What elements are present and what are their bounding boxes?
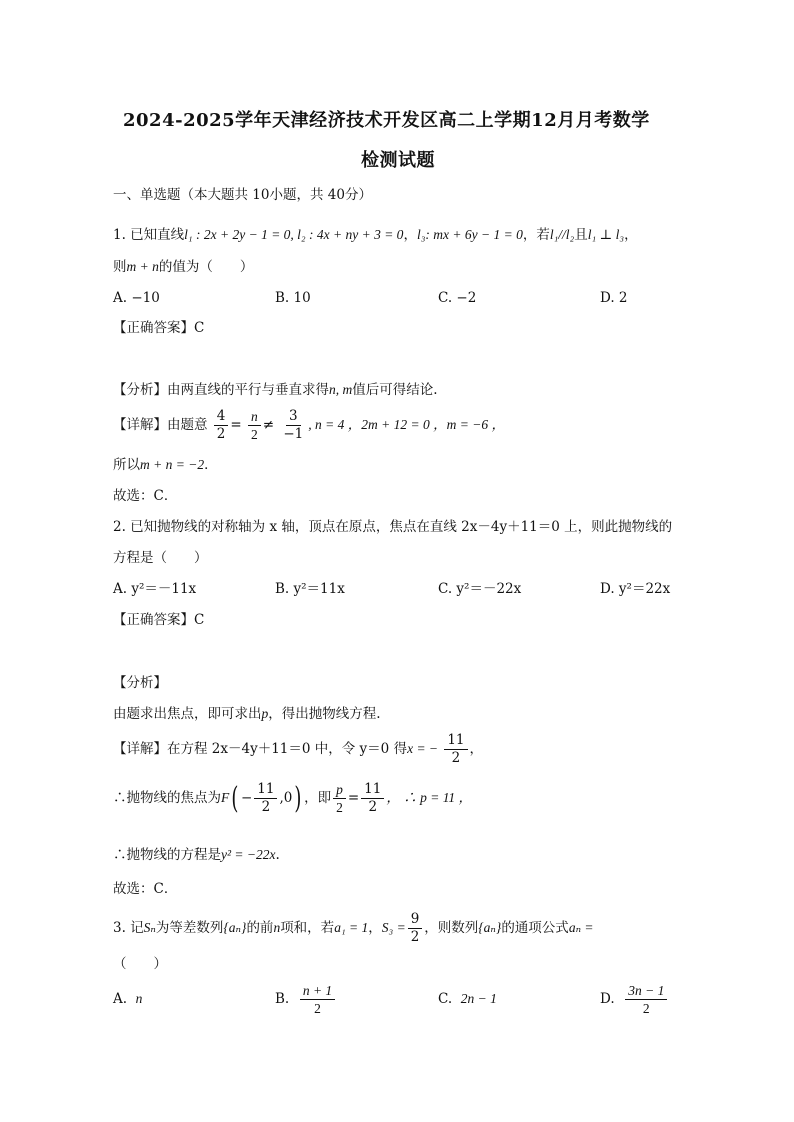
q3-option-b-den: 2 <box>314 1001 321 1016</box>
document-title-line2: 检测试题 <box>361 150 435 171</box>
q3-option-d-label: D. <box>600 991 615 1007</box>
q3-option-c-label: C. <box>438 991 453 1007</box>
q3-mid2: 的前 <box>246 920 274 936</box>
q1-answer: 【正确答案】C <box>113 320 205 336</box>
q2-detail-pre: 【详解】在方程 2x－4y＋11＝0 中，令 y＝0 得 <box>113 741 408 757</box>
q1-line2-post: 的值为（ ） <box>158 259 254 275</box>
q2-eq-post: . <box>275 847 280 863</box>
q2-focus-neg: − <box>240 790 253 806</box>
q1-line2-pre: 则 <box>113 259 127 275</box>
q1-sum-math: m + n = −2 <box>140 457 205 472</box>
q1-fraction-2 <box>248 409 261 442</box>
q2-p-fraction <box>333 782 346 815</box>
q2-answer: 【正确答案】C <box>113 612 205 628</box>
q1-option-c: C. −2 <box>438 290 477 306</box>
q2-focus-eq: = <box>347 790 360 806</box>
q1-choose: 故选：C． <box>113 488 178 504</box>
q3-a1: a₁ = 1 <box>334 920 369 935</box>
q1-frac1-num: 4 <box>214 409 229 426</box>
q3-option-a <box>113 990 142 1008</box>
q1-detail-rest: , n = 4 ，2m + 12 = 0 ，m = −6 ， <box>308 417 505 432</box>
q1-analysis <box>113 381 438 399</box>
q1-fraction-3 <box>280 409 306 442</box>
q2-line1: 2. 已知抛物线的对称轴为 x 轴，顶点在原点，焦点在直线 2x－4y＋11＝0 上，则此抛物线的 <box>113 519 673 535</box>
q1-frac1-den: 2 <box>216 426 226 442</box>
q1-analysis-math: n, m <box>329 382 353 397</box>
q2-analysis-label: 【分析】 <box>113 675 167 691</box>
q2-p-den: 2 <box>336 800 343 815</box>
q1-cond1: l₁//l₂ <box>549 227 575 242</box>
q1-analysis-pre: 【分析】由两直线的平行与垂直求得 <box>113 382 329 398</box>
q3-option-a-value: n <box>135 991 143 1006</box>
q1-analysis-post: 值后可得结论. <box>352 382 438 398</box>
q2-focus-num: 11 <box>254 782 277 799</box>
q3-s3-num: 9 <box>408 912 423 929</box>
q1-option-b: B. 10 <box>275 290 311 306</box>
q2-eq-math: y² = −22x <box>221 847 276 862</box>
q2-focus-end: ， ∴ p = 11 ， <box>386 790 473 805</box>
document-title: 2024-2025学年天津经济技术开发区高二上学期12月月考数学 <box>123 110 650 131</box>
q2-focus <box>113 782 472 815</box>
q3-mid6: 的通项公式 <box>501 920 569 936</box>
q3-mid3: 项和，若 <box>280 920 335 936</box>
q3-s3: S₃ = <box>381 920 406 935</box>
q2-left-paren: ( <box>231 780 239 816</box>
q2-focus-fraction <box>254 782 277 815</box>
q1-eq-sign: = <box>230 417 242 433</box>
q3-an3: aₙ = <box>568 920 594 935</box>
q3-option-c <box>438 990 497 1008</box>
q3-n: n <box>273 920 281 935</box>
q2-value-den: 2 <box>368 799 378 815</box>
q1-cond-pre: ，若 <box>522 227 550 243</box>
q1-line2 <box>113 258 253 276</box>
q3-mid5: ，则数列 <box>424 920 479 936</box>
q1-eq2: l₃: mx + 6y − 1 = 0 <box>416 227 523 242</box>
q2-detail-frac-num: 11 <box>444 733 467 750</box>
q2-value-fraction <box>361 782 384 815</box>
q1-detail-label: 【详解】由题意 <box>113 417 208 433</box>
q2-line2: 方程是（ ） <box>113 550 208 566</box>
q1-option-d: D. 2 <box>600 290 628 306</box>
q3-line2: （ ） <box>113 956 167 972</box>
q2-p-num: p <box>333 782 346 799</box>
q2-option-a: A. y²＝－11x <box>113 581 197 597</box>
q1-frac3-den: −1 <box>283 426 304 442</box>
q2-detail-x: x = − <box>407 741 439 756</box>
q1-frac3-num: 3 <box>286 409 301 426</box>
q1-sum <box>113 456 218 474</box>
q2-analysis-post: ，得出抛物线方程. <box>268 706 381 722</box>
q1-cond2: l₁ ⊥ l₃ <box>587 227 625 242</box>
q1-frac2-num: n <box>248 409 261 426</box>
section-heading: 一、单选题（本大题共 10小题，共 40分） <box>113 187 372 203</box>
q3-sn: Sₙ <box>143 920 156 935</box>
q2-option-b: B. y²＝11x <box>275 581 345 597</box>
q2-detail <box>113 733 483 766</box>
q1-sum-post: ． <box>204 457 218 473</box>
q2-analysis-pre: 由题求出焦点，即可求出 <box>113 706 262 722</box>
q2-focus-F: F <box>221 790 230 805</box>
q3-mid4: ， <box>368 920 382 936</box>
q2-focus-zero: ,0 <box>279 790 293 806</box>
q3-option-d-fraction <box>625 983 667 1016</box>
q2-analysis-math: p <box>261 706 269 721</box>
q1-neq-sign: ≠ <box>262 417 275 433</box>
q2-eq-pre: ∴抛物线的方程是 <box>113 847 221 863</box>
q2-focus-den: 2 <box>261 799 271 815</box>
q1-cond-and: 且 <box>574 227 588 243</box>
q3-option-d <box>600 983 669 1016</box>
q3-an: {aₙ} <box>223 920 247 935</box>
q1-line1 <box>113 226 638 244</box>
q3-option-b-label: B. <box>275 991 290 1007</box>
q2-choose: 故选：C． <box>113 881 178 897</box>
q2-value-num: 11 <box>361 782 384 799</box>
q1-sum-pre: 所以 <box>113 457 140 473</box>
q3-s3-fraction <box>408 912 423 945</box>
q1-detail <box>113 409 505 442</box>
q2-detail-end: ， <box>469 741 484 757</box>
q2-equation <box>113 846 280 864</box>
q3-option-b-fraction <box>300 983 335 1016</box>
q3-an2: {aₙ} <box>478 920 502 935</box>
q3-option-d-num: 3n − 1 <box>625 983 667 1000</box>
q3-option-b-num: n + 1 <box>300 983 335 1000</box>
q3-mid1: 为等差数列 <box>155 920 224 936</box>
q1-option-a: A. −10 <box>113 290 160 306</box>
q3-line1 <box>113 912 594 945</box>
q3-option-d-den: 2 <box>642 1001 650 1016</box>
q3-option-c-value: 2n − 1 <box>460 991 497 1006</box>
q1-frac2-den: 2 <box>251 427 258 442</box>
q2-focus-mid: ，即 <box>304 790 332 806</box>
q1-sep: ， <box>403 227 417 243</box>
q2-option-d: D. y²＝22x <box>600 581 671 597</box>
q1-fraction-1 <box>214 409 229 442</box>
q3-s3-den: 2 <box>410 929 420 945</box>
q2-option-c: C. y²＝－22x <box>438 581 522 597</box>
q2-focus-pre: ∴抛物线的焦点为 <box>113 790 221 806</box>
q3-option-a-label: A. <box>113 991 128 1007</box>
q1-prefix: 1. 已知直线 <box>113 227 185 243</box>
q2-right-paren: ) <box>294 780 302 816</box>
q1-line2-math: m + n <box>126 259 159 274</box>
q1-cond-end: ， <box>624 227 638 243</box>
q2-analysis <box>113 705 381 723</box>
q2-detail-frac-den: 2 <box>451 750 461 766</box>
q3-option-b <box>275 983 337 1016</box>
q2-detail-fraction <box>444 733 467 766</box>
q3-pre: 3. 记 <box>113 920 144 936</box>
q1-eq1: l₁ : 2x + 2y − 1 = 0, l₂ : 4x + ny + 3 = 0 <box>184 227 404 242</box>
